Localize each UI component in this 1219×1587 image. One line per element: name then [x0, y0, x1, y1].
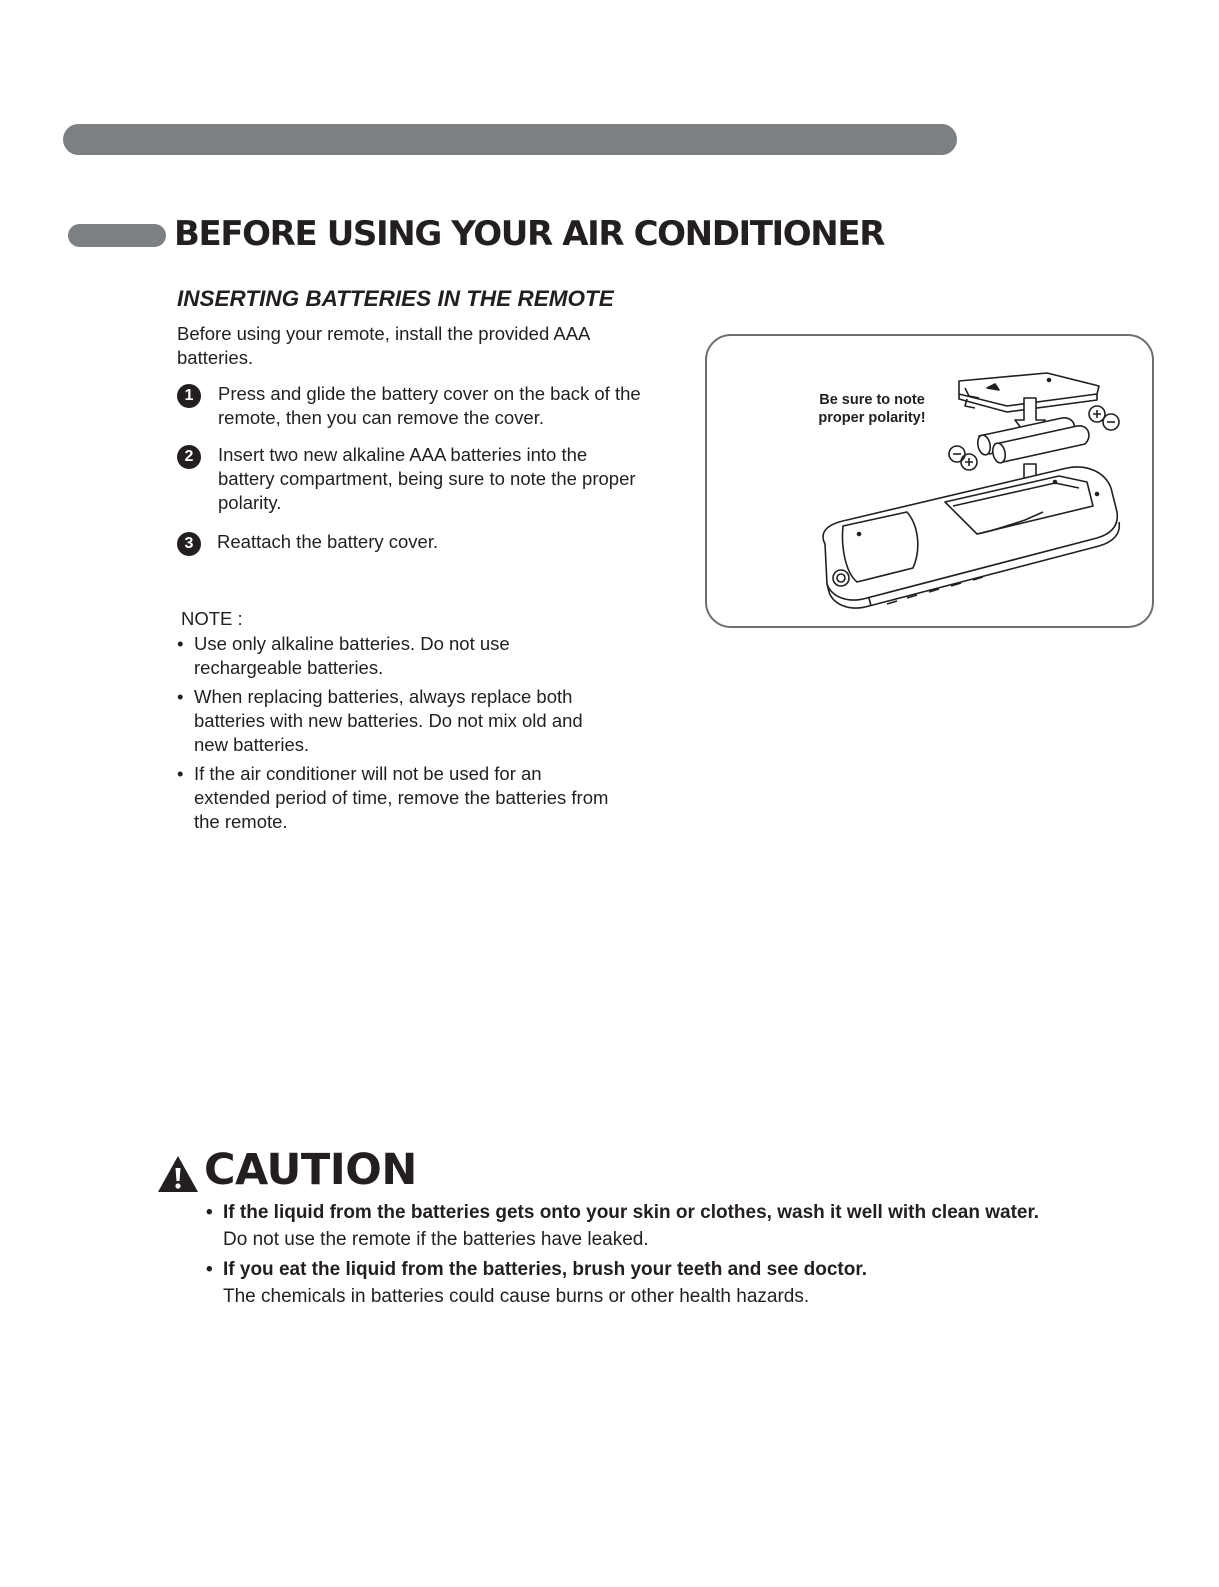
caution-title: CAUTION: [204, 1145, 417, 1195]
step-number-badge: 3: [177, 532, 201, 556]
step-text: Reattach the battery cover.: [217, 531, 439, 552]
polarity-callout-line: Be sure to note: [819, 392, 925, 408]
caution-warning: • If the liquid from the batteries gets onto your skin or clothes, wash it well with clean water.: [206, 1199, 1206, 1226]
note-list: [177, 632, 617, 839]
polarity-callout-line: proper polarity!: [818, 410, 926, 426]
note-label: NOTE :: [181, 608, 243, 629]
note-item: • Use only alkaline batteries. Do not use rechargeable batteries.: [177, 632, 617, 680]
step-number-badge: 2: [177, 445, 201, 469]
caution-detail: Do not use the remote if the batteries have leaked.: [223, 1229, 649, 1250]
page-title: BEFORE USING YOUR AIR CONDITIONER: [174, 214, 884, 254]
remote-battery-illustration: [707, 336, 1154, 628]
caution-item: [206, 1256, 1206, 1310]
caution-item: [206, 1199, 1206, 1253]
caution-detail: The chemicals in batteries could cause burns or other health hazards.: [223, 1286, 810, 1307]
intro-text: Before using your remote, install the provided AAA batteries.: [177, 323, 590, 368]
step-text: Press and glide the battery cover on the back of the remote, then you can remove the cover.: [218, 383, 641, 428]
header-bar: [63, 124, 957, 155]
step-text: Insert two new alkaline AAA batteries into the battery compartment, being sure to note the proper polarity.: [218, 444, 636, 513]
caution-warning: • If you eat the liquid from the batteries, brush your teeth and see doctor.: [206, 1256, 1206, 1283]
warning-triangle-icon: [156, 1154, 200, 1194]
step-number-badge: 1: [177, 384, 201, 408]
section-heading: INSERTING BATTERIES IN THE REMOTE: [177, 286, 614, 311]
title-marker: [68, 224, 166, 247]
battery-figure: [705, 334, 1154, 628]
polarity-callout: [792, 391, 952, 427]
note-item: • If the air conditioner will not be used for an extended period of time, remove the batteries from the remote.: [177, 762, 617, 834]
note-item: • When replacing batteries, always replace both batteries with new batteries. Do not mix old and new batteries.: [177, 685, 617, 757]
